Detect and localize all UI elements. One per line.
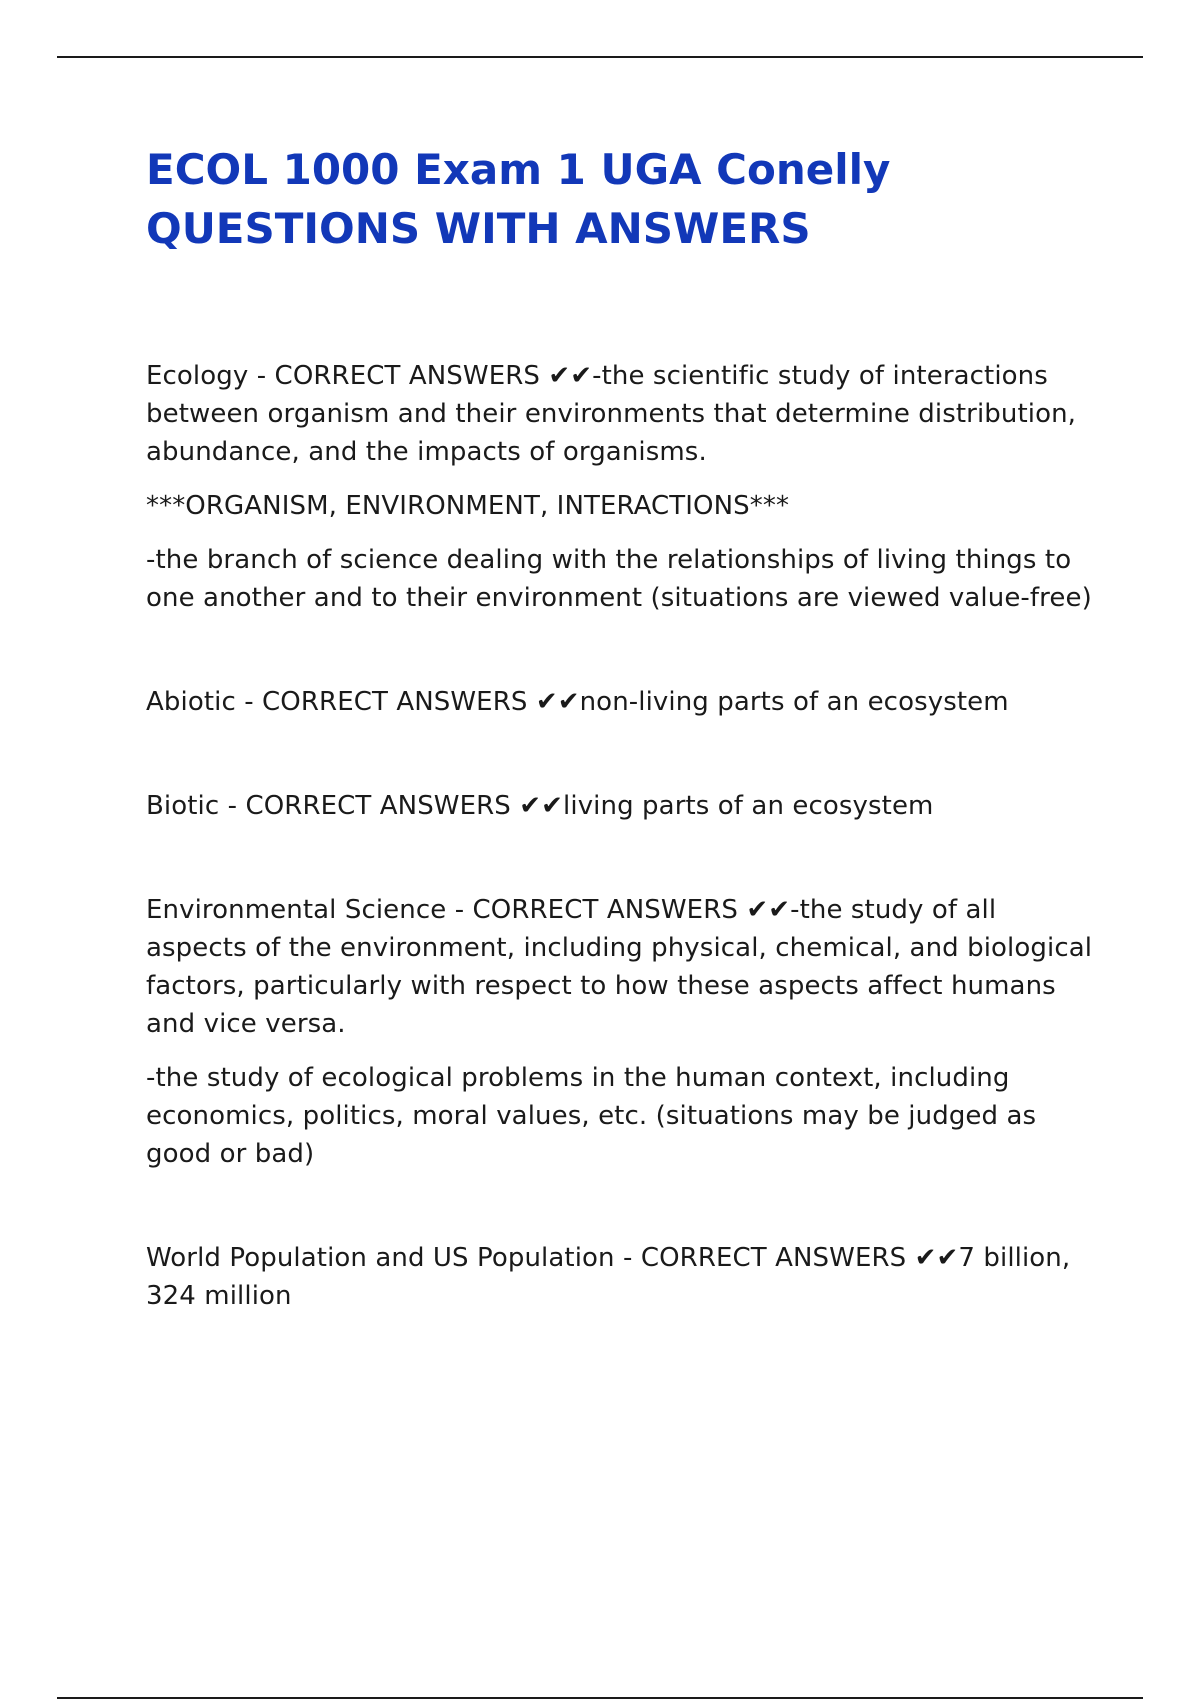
qa-entry-abiotic <box>146 683 1096 721</box>
title-line-2: QUESTIONS WITH ANSWERS <box>146 204 811 253</box>
qa-entry-biotic <box>146 787 1096 825</box>
answer-paragraph: World Population and US Population - CORRECT ANSWERS ✔✔7 billion, 324 million <box>146 1243 1079 1311</box>
answer-paragraph: Environmental Science - CORRECT ANSWERS ✔✔-the study of all aspects of the environment, including physical, chemical, and biological factors, particularly with respect to how these aspects affect humans and vice versa. <box>146 895 1101 1039</box>
qa-list <box>146 357 1101 1315</box>
qa-entry-population <box>146 1239 1096 1315</box>
answer-paragraph: -the study of ecological problems in the human context, including economics, politics, moral values, etc. (situations may be judged as good or bad) <box>146 1063 1045 1169</box>
answer-paragraph: ***ORGANISM, ENVIRONMENT, INTERACTIONS*** <box>146 491 790 521</box>
qa-entry-environmental-science <box>146 891 1101 1173</box>
title-line-1: ECOL 1000 Exam 1 UGA Conelly <box>146 145 891 194</box>
document-title <box>146 140 1096 258</box>
top-divider <box>57 56 1143 58</box>
answer-paragraph: Ecology - CORRECT ANSWERS ✔✔-the scientific study of interactions between organism and their environments that determine distribution, abundance, and the impacts of organisms. <box>146 361 1085 467</box>
bottom-divider <box>57 1697 1143 1699</box>
answer-paragraph: Biotic - CORRECT ANSWERS ✔✔living parts of an ecosystem <box>146 791 934 821</box>
document-body <box>146 140 1101 1315</box>
qa-entry-ecology <box>146 357 1096 617</box>
answer-paragraph: -the branch of science dealing with the relationships of living things to one another and to their environment (situations are viewed value-free) <box>146 545 1092 613</box>
answer-paragraph: Abiotic - CORRECT ANSWERS ✔✔non-living parts of an ecosystem <box>146 687 1009 717</box>
